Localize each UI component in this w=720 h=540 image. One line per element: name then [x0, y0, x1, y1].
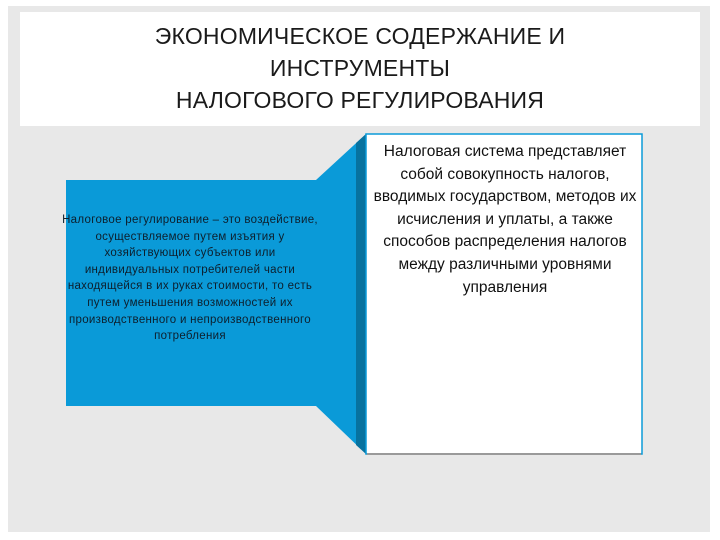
tax-system-definition: Налоговая система представляет собой совокупность налогов, вводимых государством, методов их исчисления и уплаты, а также способов распределения налогов между различными уровнями управления: [373, 143, 637, 296]
tax-regulation-definition: Налоговое регулирование – это воздействие, осуществляемое путем изъятия у хозяйствующих субъектов или индивидуальных потребителей части находящейся в их руках стоимости, то есть путем уменьшения возможностей их производственного и непроизводственного потребления: [62, 214, 318, 343]
title-line-1: ЭКОНОМИЧЕСКОЕ СОДЕРЖАНИЕ И: [154, 23, 566, 49]
connector-shadow: [356, 134, 366, 454]
title-line-2: ИНСТРУМЕНТЫ: [269, 55, 451, 81]
title-line-3: НАЛОГОВОГО РЕГУЛИРОВАНИЯ: [175, 87, 545, 113]
